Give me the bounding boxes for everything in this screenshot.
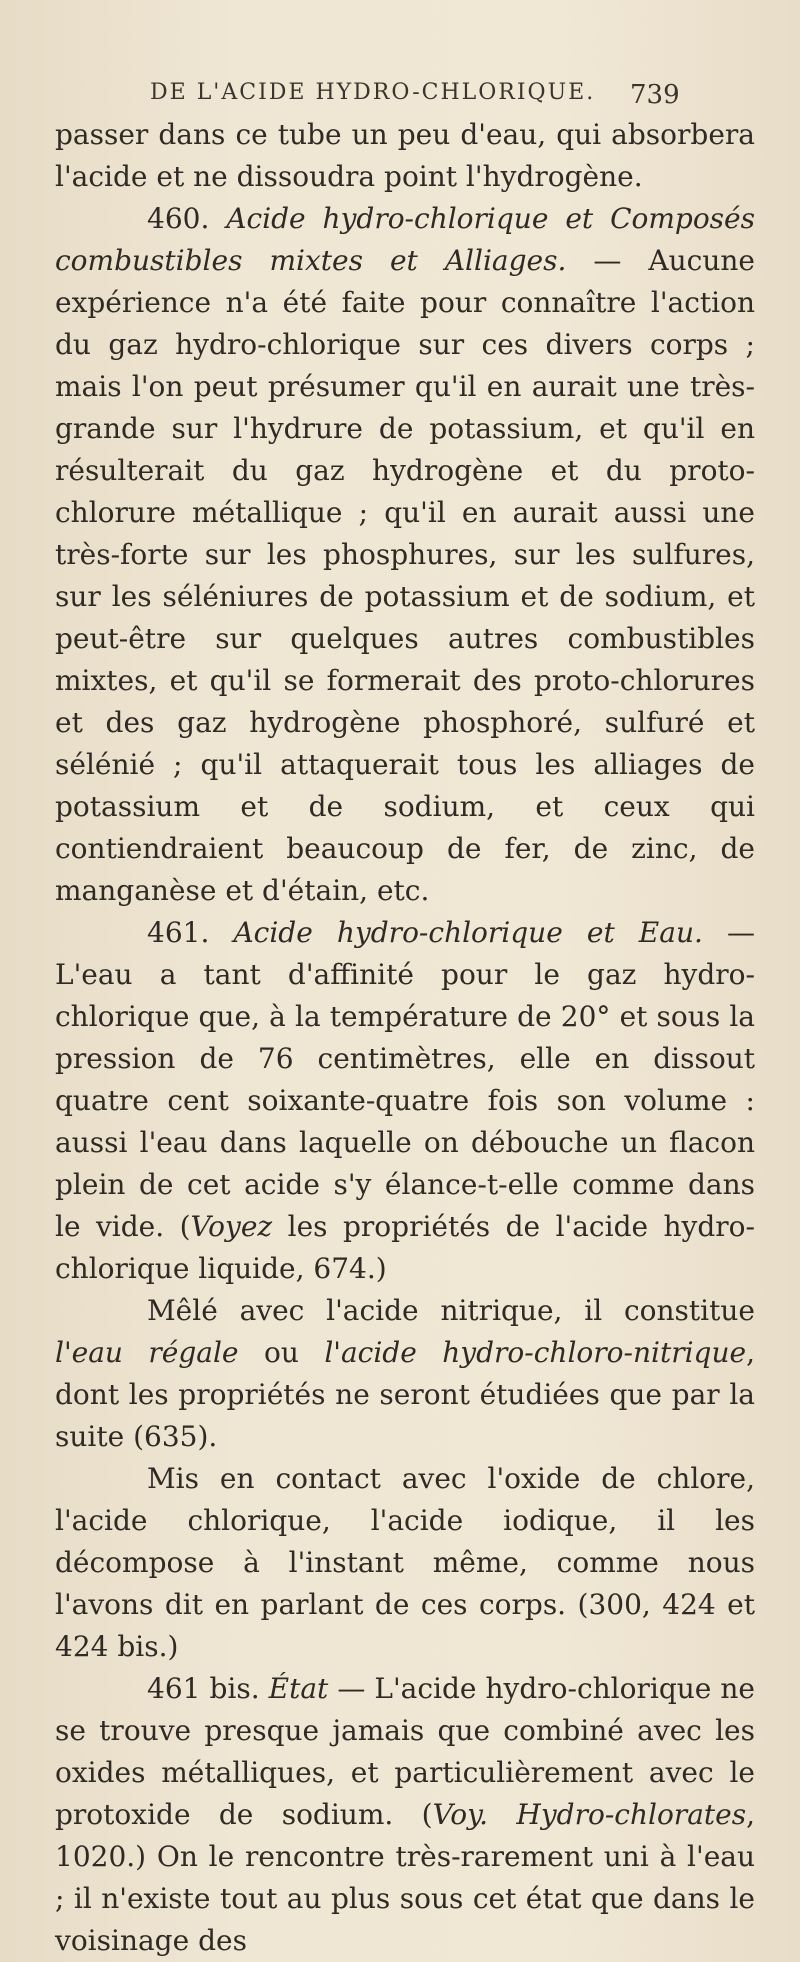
paragraph-text-end: , dont les propriétés ne seront étudiées que par la suite (635). [55,1336,755,1453]
cross-reference: Voy. Hydro-chlorates [432,1798,747,1831]
paragraph-text: Mêlé avec l'acide nitrique, il constitue [147,1294,755,1327]
paragraph-decomposition [55,1458,755,1668]
paragraph-461 [55,912,755,1290]
article-number: 460. [147,202,210,235]
page-number: 739 [630,80,680,110]
italic-term: l'acide hydro-chloro-nitrique [324,1336,747,1369]
paragraph-text: Mis en contact avec l'oxide de chlore, l'acide chlorique, l'acide iodique, il les décompose à l'instant même, comme nous l'avons dit en parlant de ces corps. (300, 424 et 424 bis.) [55,1462,755,1663]
cross-reference: Voyez [190,1210,273,1243]
italic-term: l'eau régale [55,1336,239,1369]
running-header: DE L'ACIDE HYDRO-CHLORIQUE. [150,80,596,105]
paragraph-aqua-regia [55,1290,755,1458]
paragraph-text: passer dans ce tube un peu d'eau, qui absorbera l'acide et ne dissoudra point l'hydrogène. [55,118,755,193]
paragraph-text-end: , 1020.) On le rencontre très-rarement uni à l'eau ; il n'existe tout au plus sous cet état que dans le voisinage des [55,1798,755,1957]
article-number: 461 bis. [147,1672,260,1705]
article-title: État [268,1672,329,1705]
paragraph-461-bis [55,1668,755,1962]
paragraph-text-mid: ou [238,1336,325,1369]
paragraph-text-end: les propriétés de l'acide hydro-chlorique liquide, 674.) [55,1210,755,1285]
paragraph-text: — L'acide hydro-chlorique ne se trouve presque jamais que combiné avec les oxides métalliques, et particulièrement avec le protoxide de sodium. ( [55,1672,755,1831]
paragraph-text: — Aucune expérience n'a été faite pour connaître l'action du gaz hydro-chlorique sur ces divers corps ; mais l'on peut présumer qu'il en aurait une très-grande sur l'hydrure de potassium, et qu'il en résulterait du gaz hydrogène et du proto-chlorure métallique ; qu'il en aurait aussi une très-forte sur les phosphures, sur les sulfures, sur les séléniures de potassium et de sodium, et peut-être sur quelques autres combustibles mixtes, et qu'il se formerait des proto-chlorures et des gaz hydrogène phosphoré, sulfuré et sélénié ; qu'il attaquerait tous les alliages de potassium et de sodium, et ceux qui contiendraient beaucoup de fer, de zinc, de manganèse et d'étain, etc. [55,244,756,907]
article-title: Acide hydro-chlorique et Eau. [233,916,703,949]
paragraph-continuation [55,114,755,198]
article-title: Acide hydro-chlorique et Composés combustibles mixtes et Alliages. [55,202,755,277]
body-text [55,114,755,1962]
paragraph-460 [55,198,755,912]
paragraph-text: — L'eau a tant d'affinité pour le gaz hydro-chlorique que, à la température de 20° et sous la pression de 76 centimètres, elle en dissout quatre cent soixante-quatre fois son volume : aussi l'eau dans laquelle on débouche un flacon plein de cet acide s'y élance-t-elle comme dans le vide. ( [55,916,755,1243]
article-number: 461. [147,916,210,949]
